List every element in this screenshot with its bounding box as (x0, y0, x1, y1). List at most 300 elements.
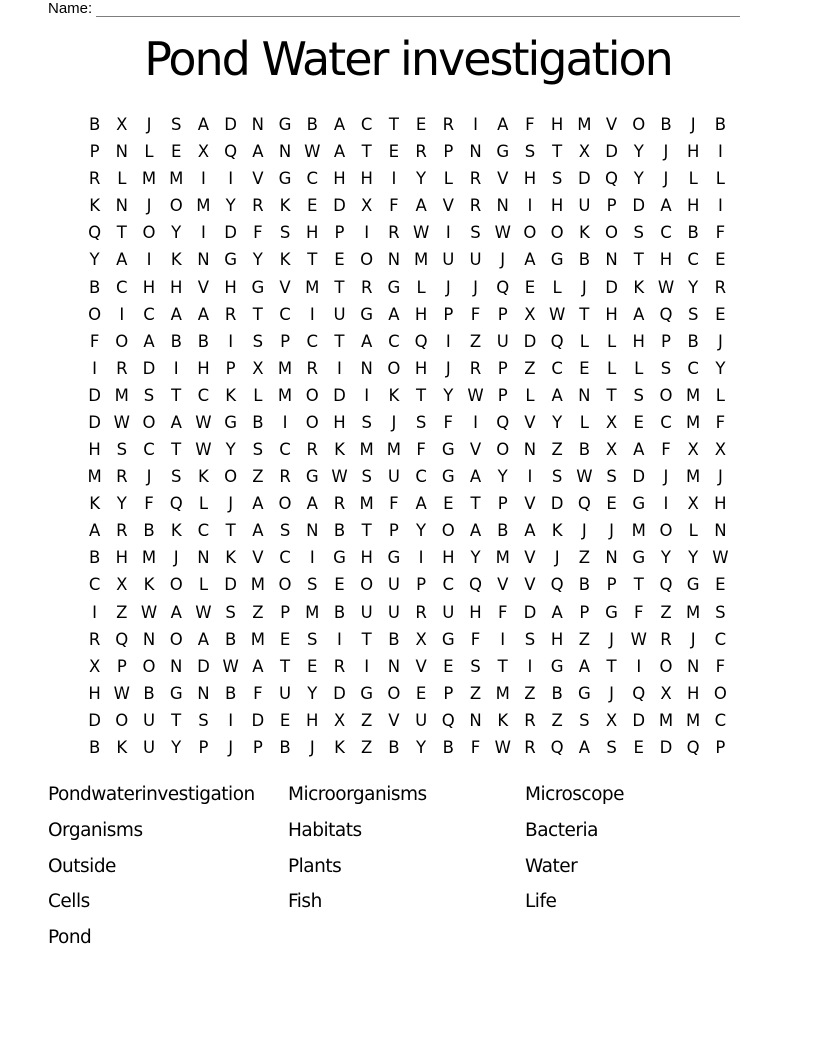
grid-letter[interactable]: V (252, 548, 264, 568)
grid-letter[interactable]: R (415, 142, 427, 162)
grid-letter[interactable]: Z (361, 737, 373, 757)
grid-letter[interactable]: S (715, 602, 726, 622)
grid-letter[interactable]: K (89, 196, 101, 216)
grid-letter[interactable]: D (224, 575, 237, 595)
grid-letter[interactable]: A (333, 115, 346, 135)
grid-letter[interactable]: M (495, 683, 510, 703)
grid-letter[interactable]: R (88, 169, 101, 189)
grid-letter[interactable]: S (279, 223, 291, 243)
grid-letter[interactable]: R (333, 656, 346, 676)
grid-letter[interactable]: J (146, 115, 152, 135)
grid-letter[interactable]: V (497, 169, 509, 189)
grid-letter[interactable]: M (686, 602, 701, 622)
grid-letter[interactable]: I (337, 629, 342, 649)
grid-letter[interactable]: L (688, 169, 698, 189)
grid-letter[interactable]: E (279, 710, 291, 730)
grid-letter[interactable]: Z (252, 467, 264, 487)
grid-letter[interactable]: O (523, 223, 537, 243)
grid-letter[interactable]: N (605, 548, 618, 568)
grid-letter[interactable]: J (445, 277, 451, 297)
grid-letter[interactable]: C (197, 521, 210, 541)
grid-letter[interactable]: S (687, 304, 699, 324)
grid-letter[interactable]: A (415, 196, 427, 216)
grid-letter[interactable]: M (631, 521, 646, 541)
grid-letter[interactable]: B (306, 115, 318, 135)
grid-letter[interactable]: I (527, 196, 533, 216)
grid-letter[interactable]: N (714, 521, 727, 541)
grid-letter[interactable]: A (578, 656, 590, 676)
grid-letter[interactable]: C (388, 331, 400, 351)
grid-letter[interactable]: G (305, 467, 319, 487)
grid-letter[interactable]: B (687, 223, 699, 243)
grid-letter[interactable]: L (198, 575, 209, 595)
grid-letter[interactable]: P (334, 223, 345, 243)
grid-letter[interactable]: I (717, 196, 723, 216)
grid-letter[interactable]: G (278, 169, 292, 189)
grid-letter[interactable]: C (714, 710, 727, 730)
grid-letter[interactable]: D (333, 683, 346, 703)
grid-letter[interactable]: D (251, 710, 265, 730)
grid-letter[interactable]: C (442, 575, 455, 595)
grid-letter[interactable]: E (415, 683, 427, 703)
grid-letter[interactable]: Y (416, 521, 427, 541)
grid-letter[interactable]: A (170, 304, 182, 324)
grid-letter[interactable]: I (173, 358, 179, 378)
grid-letter[interactable]: S (606, 467, 617, 487)
grid-letter[interactable]: Q (550, 575, 564, 595)
grid-letter[interactable]: X (605, 710, 618, 730)
grid-letter[interactable]: O (169, 196, 183, 216)
grid-letter[interactable]: A (633, 304, 645, 324)
grid-letter[interactable]: H (414, 304, 428, 324)
grid-letter[interactable]: V (442, 196, 454, 216)
grid-letter[interactable]: A (633, 440, 645, 460)
grid-letter[interactable]: L (144, 142, 154, 162)
grid-letter[interactable]: M (686, 710, 701, 730)
grid-letter[interactable]: I (282, 412, 288, 432)
grid-letter[interactable]: N (170, 656, 183, 676)
grid-letter[interactable]: F (470, 304, 481, 324)
grid-letter[interactable]: O (441, 521, 455, 541)
grid-letter[interactable]: F (470, 737, 481, 757)
grid-letter[interactable]: B (333, 521, 346, 541)
grid-letter[interactable]: T (361, 142, 372, 162)
grid-letter[interactable]: C (279, 440, 291, 460)
grid-letter[interactable]: Y (416, 169, 427, 189)
grid-letter[interactable]: G (496, 142, 510, 162)
grid-letter[interactable]: W (467, 385, 484, 405)
grid-letter[interactable]: B (442, 737, 454, 757)
grid-letter[interactable]: J (690, 115, 696, 135)
grid-letter[interactable]: D (577, 169, 591, 189)
grid-letter[interactable]: T (470, 494, 481, 514)
word-item[interactable]: Bacteria (525, 820, 598, 842)
grid-letter[interactable]: O (278, 575, 292, 595)
grid-letter[interactable]: X (714, 440, 727, 460)
grid-letter[interactable]: M (114, 385, 129, 405)
grid-letter[interactable]: S (307, 629, 318, 649)
grid-letter[interactable]: H (170, 277, 183, 297)
grid-letter[interactable]: N (387, 656, 401, 676)
grid-letter[interactable]: V (524, 494, 536, 514)
grid-letter[interactable]: D (88, 412, 101, 432)
grid-letter[interactable]: U (578, 196, 591, 216)
grid-letter[interactable]: O (305, 385, 319, 405)
grid-letter[interactable]: K (225, 385, 237, 405)
grid-letter[interactable]: J (173, 548, 179, 568)
grid-letter[interactable]: Z (469, 331, 482, 351)
grid-letter[interactable]: H (523, 169, 537, 189)
grid-letter[interactable]: P (198, 737, 209, 757)
grid-letter[interactable]: E (715, 304, 726, 324)
grid-letter[interactable]: B (714, 115, 727, 135)
grid-letter[interactable]: X (578, 142, 590, 162)
grid-letter[interactable]: M (686, 467, 701, 487)
word-item[interactable]: Microscope (525, 784, 625, 806)
grid-letter[interactable]: N (496, 196, 509, 216)
grid-letter[interactable]: M (359, 440, 374, 460)
grid-letter[interactable]: Q (224, 142, 238, 162)
grid-letter[interactable]: H (360, 548, 373, 568)
grid-letter[interactable]: Y (715, 358, 726, 378)
grid-letter[interactable]: Q (632, 683, 646, 703)
grid-letter[interactable]: M (277, 358, 293, 378)
grid-letter[interactable]: D (632, 467, 646, 487)
grid-letter[interactable]: X (605, 440, 618, 460)
grid-letter[interactable]: F (389, 196, 399, 216)
grid-letter[interactable]: C (714, 629, 727, 649)
grid-letter[interactable]: E (633, 737, 644, 757)
grid-letter[interactable]: S (551, 169, 563, 189)
grid-letter[interactable]: I (445, 223, 451, 243)
grid-letter[interactable]: U (496, 331, 509, 351)
grid-letter[interactable]: F (715, 223, 726, 243)
grid-letter[interactable]: I (473, 115, 478, 135)
grid-letter[interactable]: O (305, 412, 319, 432)
grid-letter[interactable]: Q (414, 331, 428, 351)
grid-letter[interactable]: U (387, 467, 400, 487)
grid-letter[interactable]: H (442, 548, 455, 568)
grid-letter[interactable]: A (252, 494, 264, 514)
grid-letter[interactable]: B (388, 629, 400, 649)
grid-letter[interactable]: K (633, 277, 645, 297)
grid-letter[interactable]: W (657, 277, 675, 297)
grid-letter[interactable]: E (443, 494, 454, 514)
word-item[interactable]: Microorganisms (288, 784, 427, 806)
grid-letter[interactable]: U (415, 710, 428, 730)
grid-letter[interactable]: Z (469, 683, 482, 703)
grid-letter[interactable]: X (415, 629, 427, 649)
grid-letter[interactable]: E (279, 629, 291, 649)
grid-letter[interactable]: I (717, 142, 723, 162)
grid-letter[interactable]: F (253, 683, 263, 703)
grid-letter[interactable]: M (305, 277, 320, 297)
word-item[interactable]: Pond (48, 927, 92, 949)
grid-letter[interactable]: T (334, 277, 345, 297)
grid-letter[interactable]: H (224, 277, 237, 297)
grid-letter[interactable]: F (634, 602, 644, 622)
grid-letter[interactable]: I (636, 656, 642, 676)
grid-letter[interactable]: L (634, 358, 644, 378)
grid-letter[interactable]: B (660, 115, 672, 135)
grid-letter[interactable]: C (687, 358, 699, 378)
grid-letter[interactable]: S (660, 358, 672, 378)
grid-letter[interactable]: I (309, 304, 315, 324)
grid-letter[interactable]: B (170, 331, 182, 351)
word-item[interactable]: Fish (288, 891, 322, 913)
grid-letter[interactable]: F (525, 115, 535, 135)
grid-letter[interactable]: O (387, 358, 401, 378)
grid-letter[interactable]: M (686, 412, 701, 432)
grid-letter[interactable]: F (715, 412, 726, 432)
grid-letter[interactable]: Z (578, 629, 590, 649)
grid-letter[interactable]: F (715, 656, 726, 676)
grid-letter[interactable]: N (387, 250, 401, 270)
grid-letter[interactable]: T (633, 575, 644, 595)
grid-letter[interactable]: N (469, 710, 482, 730)
grid-letter[interactable]: B (279, 737, 291, 757)
grid-letter[interactable]: G (387, 277, 401, 297)
grid-letter[interactable]: I (445, 331, 451, 351)
grid-letter[interactable]: M (413, 250, 429, 270)
grid-letter[interactable]: K (170, 250, 182, 270)
grid-letter[interactable]: Z (361, 710, 373, 730)
grid-letter[interactable]: U (142, 737, 156, 757)
grid-letter[interactable]: Z (252, 602, 264, 622)
grid-letter[interactable]: Z (551, 710, 563, 730)
grid-letter[interactable]: K (143, 575, 155, 595)
grid-letter[interactable]: P (497, 385, 508, 405)
grid-letter[interactable]: O (169, 575, 183, 595)
grid-letter[interactable]: S (143, 385, 155, 405)
grid-letter[interactable]: K (334, 440, 345, 460)
grid-letter[interactable]: A (578, 737, 590, 757)
grid-letter[interactable]: D (333, 196, 346, 216)
grid-letter[interactable]: K (225, 548, 237, 568)
grid-letter[interactable]: R (116, 521, 128, 541)
grid-letter[interactable]: N (605, 250, 618, 270)
grid-letter[interactable]: H (88, 683, 101, 703)
grid-letter[interactable]: R (116, 358, 128, 378)
grid-letter[interactable]: G (686, 575, 700, 595)
grid-letter[interactable]: J (717, 467, 723, 487)
grid-letter[interactable]: I (364, 223, 370, 243)
grid-letter[interactable]: B (551, 683, 563, 703)
grid-letter[interactable]: Q (577, 494, 591, 514)
grid-letter[interactable]: J (609, 521, 614, 541)
grid-letter[interactable]: J (228, 494, 234, 514)
grid-letter[interactable]: A (361, 331, 373, 351)
grid-letter[interactable]: Q (659, 575, 673, 595)
grid-letter[interactable]: L (117, 169, 127, 189)
grid-letter[interactable]: L (579, 412, 589, 432)
grid-letter[interactable]: S (252, 440, 264, 460)
grid-letter[interactable]: J (690, 629, 696, 649)
grid-letter[interactable]: L (552, 277, 562, 297)
grid-letter[interactable]: H (333, 412, 346, 432)
word-item[interactable]: Life (525, 891, 557, 913)
grid-letter[interactable]: A (170, 412, 182, 432)
grid-letter[interactable]: D (632, 196, 646, 216)
grid-letter[interactable]: C (143, 440, 155, 460)
grid-letter[interactable]: M (250, 629, 265, 649)
grid-letter[interactable]: A (524, 250, 536, 270)
grid-letter[interactable]: Z (524, 358, 536, 378)
grid-letter[interactable]: I (364, 385, 370, 405)
grid-letter[interactable]: Q (605, 169, 619, 189)
grid-letter[interactable]: F (443, 412, 454, 432)
grid-letter[interactable]: G (441, 467, 455, 487)
grid-letter[interactable]: X (687, 494, 699, 514)
grid-letter[interactable]: L (688, 521, 698, 541)
grid-letter[interactable]: G (550, 656, 564, 676)
grid-letter[interactable]: K (388, 385, 400, 405)
grid-letter[interactable]: E (415, 115, 427, 135)
grid-letter[interactable]: J (609, 683, 614, 703)
grid-letter[interactable]: L (253, 385, 263, 405)
word-item[interactable]: Water (525, 855, 578, 877)
grid-letter[interactable]: E (307, 196, 318, 216)
grid-letter[interactable]: D (224, 115, 237, 135)
grid-letter[interactable]: A (524, 521, 536, 541)
grid-letter[interactable]: G (333, 548, 346, 568)
grid-letter[interactable]: X (116, 575, 128, 595)
grid-letter[interactable]: Y (552, 412, 563, 432)
grid-letter[interactable]: Q (686, 737, 700, 757)
grid-letter[interactable]: S (579, 710, 590, 730)
grid-letter[interactable]: T (252, 304, 263, 324)
grid-letter[interactable]: D (142, 358, 156, 378)
grid-letter[interactable]: V (524, 412, 536, 432)
grid-letter[interactable]: I (527, 656, 533, 676)
grid-letter[interactable]: L (198, 494, 209, 514)
grid-letter[interactable]: N (687, 656, 700, 676)
grid-letter[interactable]: N (469, 142, 482, 162)
grid-letter[interactable]: I (663, 494, 669, 514)
grid-letter[interactable]: Y (89, 250, 100, 270)
grid-letter[interactable]: J (581, 521, 587, 541)
grid-letter[interactable]: Y (633, 142, 644, 162)
grid-letter[interactable]: J (581, 277, 587, 297)
grid-letter[interactable]: U (442, 602, 455, 622)
grid-letter[interactable]: F (470, 629, 481, 649)
grid-letter[interactable]: L (443, 169, 453, 189)
grid-letter[interactable]: V (252, 169, 264, 189)
grid-letter[interactable]: M (305, 602, 320, 622)
grid-letter[interactable]: X (524, 304, 536, 324)
grid-letter[interactable]: A (88, 521, 101, 541)
grid-letter[interactable]: C (687, 250, 699, 270)
grid-letter[interactable]: Y (225, 440, 236, 460)
grid-letter[interactable]: H (88, 440, 101, 460)
grid-letter[interactable]: E (606, 494, 617, 514)
grid-letter[interactable]: Y (633, 169, 644, 189)
grid-letter[interactable]: J (500, 250, 506, 270)
grid-letter[interactable]: Z (524, 683, 536, 703)
grid-letter[interactable]: S (252, 331, 264, 351)
grid-letter[interactable]: G (224, 250, 238, 270)
name-fill-line[interactable] (96, 2, 740, 17)
grid-letter[interactable]: O (142, 412, 156, 432)
grid-letter[interactable]: X (361, 196, 373, 216)
grid-letter[interactable]: W (548, 304, 566, 324)
grid-letter[interactable]: O (713, 683, 727, 703)
grid-letter[interactable]: B (578, 440, 591, 460)
grid-letter[interactable]: X (333, 710, 346, 730)
grid-letter[interactable]: P (497, 304, 508, 324)
grid-letter[interactable]: I (337, 358, 342, 378)
grid-letter[interactable]: A (252, 142, 264, 162)
grid-letter[interactable]: I (418, 548, 424, 568)
grid-letter[interactable]: G (441, 629, 455, 649)
grid-letter[interactable]: U (442, 250, 455, 270)
grid-letter[interactable]: W (195, 412, 212, 432)
grid-letter[interactable]: K (578, 223, 590, 243)
grid-letter[interactable]: X (116, 115, 128, 135)
grid-letter[interactable]: I (228, 710, 234, 730)
grid-letter[interactable]: N (197, 250, 210, 270)
grid-letter[interactable]: X (605, 412, 618, 432)
grid-letter[interactable]: P (416, 575, 427, 595)
grid-letter[interactable]: T (633, 250, 644, 270)
grid-letter[interactable]: I (228, 169, 234, 189)
grid-letter[interactable]: B (687, 331, 699, 351)
grid-letter[interactable]: U (387, 575, 400, 595)
grid-letter[interactable]: T (171, 385, 182, 405)
grid-letter[interactable]: G (278, 115, 292, 135)
grid-letter[interactable]: M (359, 494, 374, 514)
grid-letter[interactable]: T (552, 142, 563, 162)
grid-letter[interactable]: H (333, 169, 346, 189)
grid-letter[interactable]: K (116, 737, 128, 757)
grid-letter[interactable]: W (304, 142, 321, 162)
grid-letter[interactable]: M (196, 196, 211, 216)
grid-letter[interactable]: S (170, 467, 182, 487)
grid-letter[interactable]: F (497, 602, 508, 622)
grid-letter[interactable]: B (224, 683, 237, 703)
grid-letter[interactable]: N (142, 629, 156, 649)
grid-letter[interactable]: T (361, 521, 372, 541)
grid-letter[interactable]: G (605, 602, 618, 622)
grid-letter[interactable]: J (663, 467, 669, 487)
grid-letter[interactable]: R (714, 277, 727, 297)
grid-letter[interactable]: W (222, 656, 239, 676)
grid-letter[interactable]: W (412, 223, 430, 243)
grid-letter[interactable]: W (113, 412, 130, 432)
grid-letter[interactable]: V (279, 277, 291, 297)
grid-letter[interactable]: C (279, 304, 291, 324)
grid-letter[interactable]: I (391, 169, 397, 189)
grid-letter[interactable]: P (89, 142, 100, 162)
grid-letter[interactable]: W (195, 602, 212, 622)
grid-letter[interactable]: R (224, 304, 237, 324)
grid-letter[interactable]: S (198, 710, 209, 730)
grid-letter[interactable]: O (387, 683, 401, 703)
grid-letter[interactable]: M (169, 169, 184, 189)
grid-letter[interactable]: B (88, 277, 101, 297)
grid-letter[interactable]: F (253, 223, 263, 243)
grid-letter[interactable]: H (686, 196, 700, 216)
grid-letter[interactable]: J (663, 142, 669, 162)
grid-letter[interactable]: T (361, 629, 372, 649)
grid-letter[interactable]: O (115, 710, 129, 730)
grid-letter[interactable]: H (306, 710, 319, 730)
grid-letter[interactable]: W (494, 737, 511, 757)
grid-letter[interactable]: Y (171, 737, 182, 757)
grid-letter[interactable]: H (632, 331, 645, 351)
grid-letter[interactable]: M (250, 575, 265, 595)
grid-letter[interactable]: T (334, 331, 345, 351)
